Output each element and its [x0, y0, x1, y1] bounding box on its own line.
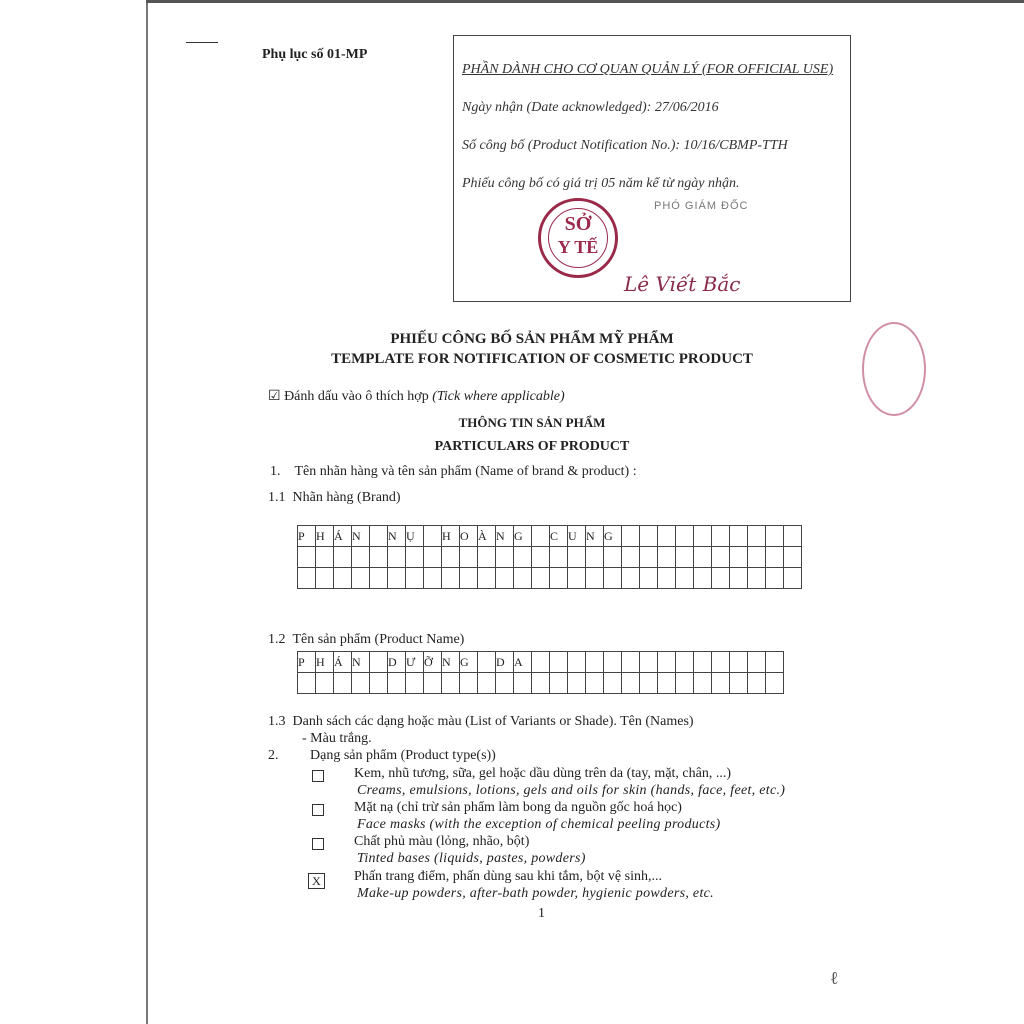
- variant-value: - Màu trắng.: [302, 731, 372, 746]
- product-type-label-vi: Kem, nhũ tương, sữa, gel hoặc dầu dùng trên da (tay, mặt, chân, ...): [354, 766, 732, 781]
- product-type-label-en: Make-up powders, after-bath powder, hygienic powders, etc.: [357, 886, 714, 901]
- tick-note: [268, 389, 565, 405]
- grid-cell: [658, 526, 676, 547]
- grid-cell: [622, 673, 640, 694]
- grid-cell: [424, 673, 442, 694]
- grid-cell: N: [352, 526, 370, 547]
- director-title: PHÓ GIÁM ĐỐC: [654, 200, 749, 212]
- grid-cell: [442, 673, 460, 694]
- grid-cell: [622, 652, 640, 673]
- grid-cell: N: [496, 526, 514, 547]
- section-vi: THÔNG TIN SẢN PHẨM: [458, 415, 606, 430]
- grid-cell: [766, 673, 784, 694]
- grid-cell: [568, 568, 586, 589]
- title-en: TEMPLATE FOR NOTIFICATION OF COSMETIC PRODUCT: [331, 351, 753, 367]
- grid-cell: [334, 673, 352, 694]
- product-type-checkbox[interactable]: [312, 837, 324, 855]
- grid-cell: [442, 547, 460, 568]
- grid-cell: [532, 547, 550, 568]
- grid-cell: [496, 547, 514, 568]
- grid-cell: Á: [334, 652, 352, 673]
- grid-cell: [676, 652, 694, 673]
- grid-cell: N: [352, 652, 370, 673]
- grid-cell: [586, 547, 604, 568]
- grid-cell: [730, 673, 748, 694]
- grid-cell: [532, 526, 550, 547]
- item-1: 1. Tên nhãn hàng và tên sản phẩm (Name of brand & product) :: [270, 464, 637, 479]
- grid-cell: [640, 526, 658, 547]
- grid-cell: [316, 568, 334, 589]
- grid-cell: [748, 568, 766, 589]
- grid-cell: [568, 652, 586, 673]
- grid-cell: [730, 568, 748, 589]
- grid-cell: [424, 526, 442, 547]
- grid-cell: [568, 547, 586, 568]
- grid-cell: Ỡ: [424, 652, 442, 673]
- page-number: 1: [538, 906, 545, 921]
- grid-cell: O: [460, 526, 478, 547]
- grid-cell: [370, 673, 388, 694]
- brand-grid: [297, 525, 802, 589]
- item-1-3: 1.3 Danh sách các dạng hoặc màu (List of Variants or Shade). Tên (Names): [268, 714, 694, 729]
- grid-cell: [604, 673, 622, 694]
- checkbox-mark: [312, 804, 324, 816]
- grid-cell: [460, 568, 478, 589]
- checkbox-mark: [312, 770, 324, 782]
- product-type-label-en: Tinted bases (liquids, pastes, powders): [357, 851, 586, 866]
- grid-cell: [604, 652, 622, 673]
- grid-cell: [712, 652, 730, 673]
- grid-cell: [568, 673, 586, 694]
- grid-cell: [478, 673, 496, 694]
- grid-cell: [370, 547, 388, 568]
- grid-cell: [334, 547, 352, 568]
- grid-cell: [388, 673, 406, 694]
- grid-cell: [298, 547, 316, 568]
- grid-cell: N: [388, 526, 406, 547]
- grid-cell: [658, 568, 676, 589]
- grid-cell: [712, 568, 730, 589]
- product-type-label-en: Face masks (with the exception of chemical peeling products): [357, 817, 721, 832]
- grid-cell: [640, 673, 658, 694]
- checked-box-icon: ☑: [268, 389, 281, 404]
- grid-cell: [496, 568, 514, 589]
- grid-row: [298, 568, 802, 589]
- grid-cell: [514, 673, 532, 694]
- grid-cell: [424, 568, 442, 589]
- grid-cell: [298, 568, 316, 589]
- grid-cell: [478, 652, 496, 673]
- grid-cell: [730, 526, 748, 547]
- grid-cell: [622, 568, 640, 589]
- grid-cell: [352, 673, 370, 694]
- grid-cell: [712, 526, 730, 547]
- grid-cell: H: [316, 652, 334, 673]
- grid-cell: Ư: [406, 652, 424, 673]
- grid-cell: [676, 568, 694, 589]
- grid-cell: [460, 547, 478, 568]
- annex-label: Phụ lục số 01-MP: [262, 47, 368, 62]
- grid-cell: P: [298, 652, 316, 673]
- grid-cell: [388, 568, 406, 589]
- grid-cell: [712, 673, 730, 694]
- grid-cell: [694, 673, 712, 694]
- checkbox-mark: [312, 838, 324, 850]
- grid-cell: [532, 568, 550, 589]
- grid-cell: C: [550, 526, 568, 547]
- grid-cell: [604, 547, 622, 568]
- grid-cell: [388, 547, 406, 568]
- grid-cell: [442, 568, 460, 589]
- grid-cell: [604, 568, 622, 589]
- item-1-1: 1.1 Nhãn hàng (Brand): [268, 490, 401, 505]
- title-vi: PHIẾU CÔNG BỐ SẢN PHẨM MỸ PHẨM: [390, 331, 674, 347]
- date-acknowledged: Ngày nhận (Date acknowledged): 27/06/2016: [462, 100, 719, 115]
- tick-note-vi: Đánh dấu vào ô thích hợp: [284, 389, 429, 404]
- grid-cell: D: [388, 652, 406, 673]
- grid-cell: [658, 652, 676, 673]
- grid-cell: P: [298, 526, 316, 547]
- grid-cell: H: [316, 526, 334, 547]
- grid-cell: [532, 652, 550, 673]
- grid-cell: [730, 547, 748, 568]
- grid-cell: [640, 652, 658, 673]
- grid-cell: G: [514, 526, 532, 547]
- product-type-checkbox[interactable]: [312, 803, 324, 821]
- grid-cell: [406, 568, 424, 589]
- grid-cell: [550, 652, 568, 673]
- grid-cell: [748, 673, 766, 694]
- grid-cell: Ụ: [406, 526, 424, 547]
- tick-note-en: (Tick where applicable): [432, 389, 565, 404]
- grid-cell: [784, 547, 802, 568]
- grid-cell: [460, 673, 478, 694]
- grid-cell: [370, 568, 388, 589]
- scan-mark: [186, 42, 218, 43]
- official-stamp: [538, 198, 618, 278]
- grid-cell: [298, 673, 316, 694]
- product-type-label-vi: Phấn trang điểm, phấn dùng sau khi tắm, bột vệ sinh,...: [354, 869, 662, 884]
- notification-number: Số công bố (Product Notification No.): 10/16/CBMP-TTH: [462, 138, 788, 153]
- grid-cell: [694, 547, 712, 568]
- grid-cell: [766, 547, 784, 568]
- grid-cell: [694, 568, 712, 589]
- signature-name: Lê Viết Bắc: [624, 272, 741, 296]
- official-heading: PHẦN DÀNH CHO CƠ QUAN QUẢN LÝ (FOR OFFICIAL USE): [462, 62, 834, 77]
- grid-cell: [370, 652, 388, 673]
- grid-cell: [550, 568, 568, 589]
- product-type-label-en: Creams, emulsions, lotions, gels and oils for skin (hands, face, feet, etc.): [357, 783, 786, 798]
- grid-row: [298, 652, 784, 673]
- product-name-grid: [297, 651, 784, 694]
- product-type-label-vi: Mặt nạ (chỉ trừ sản phẩm làm bong da nguồn gốc hoá học): [354, 800, 682, 815]
- grid-cell: [334, 568, 352, 589]
- product-type-checkbox[interactable]: [312, 769, 324, 787]
- grid-cell: [550, 547, 568, 568]
- grid-cell: [424, 547, 442, 568]
- grid-cell: [640, 568, 658, 589]
- grid-cell: [766, 568, 784, 589]
- checkbox-mark: X: [308, 873, 325, 889]
- grid-cell: [784, 526, 802, 547]
- grid-cell: [748, 547, 766, 568]
- grid-cell: N: [442, 652, 460, 673]
- grid-cell: [676, 526, 694, 547]
- grid-cell: Á: [334, 526, 352, 547]
- grid-row: [298, 547, 802, 568]
- grid-cell: À: [478, 526, 496, 547]
- grid-cell: [622, 526, 640, 547]
- grid-cell: [514, 568, 532, 589]
- scan-edge-top: [146, 0, 1024, 3]
- grid-cell: H: [442, 526, 460, 547]
- product-type-label-vi: Chất phủ màu (lỏng, nhão, bột): [354, 834, 530, 849]
- grid-cell: [352, 568, 370, 589]
- grid-cell: A: [514, 652, 532, 673]
- item-2-num: 2.: [268, 748, 279, 763]
- grid-row: [298, 526, 802, 547]
- stamp-text-bottom: Y TẾ: [557, 237, 599, 257]
- grid-cell: [640, 547, 658, 568]
- grid-cell: [586, 652, 604, 673]
- grid-cell: [694, 526, 712, 547]
- validity-note: Phiếu công bố có giá trị 05 năm kể từ ngày nhận.: [462, 176, 740, 191]
- grid-cell: [316, 673, 334, 694]
- product-type-checkbox[interactable]: [308, 872, 325, 890]
- grid-cell: G: [460, 652, 478, 673]
- grid-cell: [694, 652, 712, 673]
- grid-cell: [748, 652, 766, 673]
- grid-cell: [730, 652, 748, 673]
- grid-cell: D: [496, 652, 514, 673]
- grid-cell: [586, 568, 604, 589]
- official-use-box: [453, 35, 851, 302]
- item-2-label: Dạng sản phẩm (Product type(s)): [310, 748, 496, 763]
- grid-cell: G: [604, 526, 622, 547]
- grid-cell: [406, 547, 424, 568]
- grid-cell: [406, 673, 424, 694]
- grid-cell: [352, 547, 370, 568]
- item-1-2: 1.2 Tên sản phẩm (Product Name): [268, 632, 465, 647]
- grid-cell: [316, 547, 334, 568]
- grid-cell: [658, 547, 676, 568]
- grid-cell: [586, 673, 604, 694]
- stamp-text-top: SỞ: [564, 213, 592, 235]
- grid-cell: [370, 526, 388, 547]
- grid-cell: [532, 673, 550, 694]
- grid-cell: [496, 673, 514, 694]
- grid-cell: [712, 547, 730, 568]
- grid-row: [298, 673, 784, 694]
- section-en: PARTICULARS OF PRODUCT: [434, 439, 630, 454]
- grid-cell: [784, 568, 802, 589]
- grid-cell: [676, 673, 694, 694]
- grid-cell: U: [568, 526, 586, 547]
- grid-cell: [622, 547, 640, 568]
- grid-cell: [478, 568, 496, 589]
- grid-cell: N: [586, 526, 604, 547]
- scan-mark: ℓ: [830, 968, 839, 988]
- grid-cell: [766, 652, 784, 673]
- grid-cell: [550, 673, 568, 694]
- grid-cell: [766, 526, 784, 547]
- scan-edge-left: [146, 0, 148, 1024]
- grid-cell: [658, 673, 676, 694]
- grid-cell: [748, 526, 766, 547]
- grid-cell: [514, 547, 532, 568]
- grid-cell: [676, 547, 694, 568]
- grid-cell: [478, 547, 496, 568]
